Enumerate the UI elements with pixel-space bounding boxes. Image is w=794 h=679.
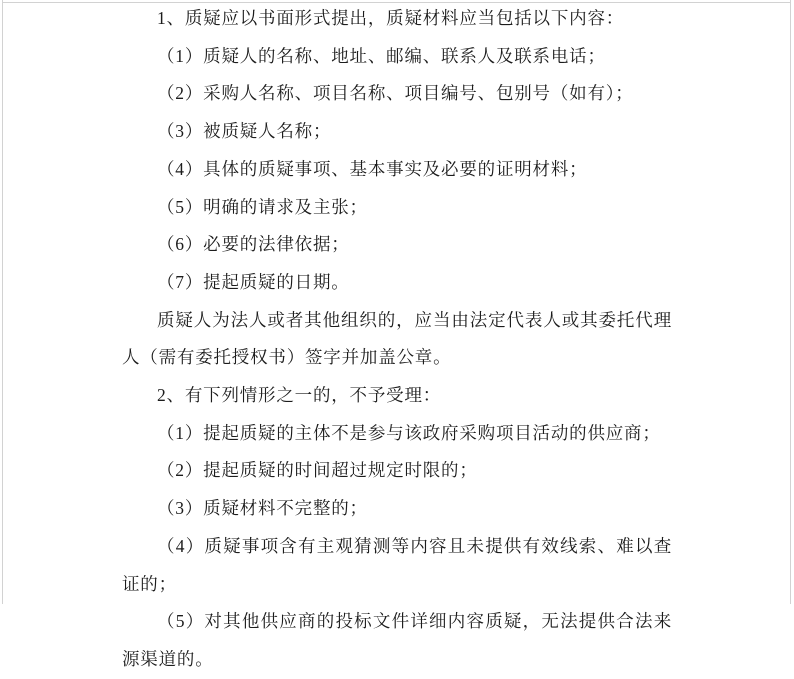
paragraph-item-2-4: （4）质疑事项含有主观猜测等内容且未提供有效线索、难以查证的； <box>122 535 672 594</box>
paragraph-item-1-1: （1）质疑人的名称、地址、邮编、联系人及联系电话； <box>157 45 606 66</box>
paragraph-item-2-1: （1）提起质疑的主体不是参与该政府采购项目活动的供应商； <box>157 422 661 443</box>
paragraph-item-1-2: （2）采购人名称、项目名称、项目编号、包别号（如有）； <box>157 83 634 104</box>
paragraph-item-1-7: （7）提起质疑的日期。 <box>157 271 350 292</box>
paragraph-item-1-3: （3）被质疑人名称； <box>157 121 332 142</box>
paragraph-item-1-4: （4）具体的质疑事项、基本事实及必要的证明材料； <box>157 158 588 179</box>
paragraph-item-2-2: （2）提起质疑的时间超过规定时限的； <box>157 460 478 481</box>
paragraph-clause-1: 1、质疑应以书面形式提出，质疑材料应当包括以下内容： <box>157 8 625 28</box>
document-body <box>122 0 672 679</box>
page-edge-right <box>790 0 791 604</box>
page-edge-left <box>2 0 3 604</box>
paragraph-item-2-3: （3）质疑材料不完整的； <box>157 498 368 519</box>
paragraph-clause-2: 2、有下列情形之一的，不予受理： <box>157 385 442 406</box>
paragraph-item-1-6: （6）必要的法律依据； <box>157 234 350 255</box>
paragraph-legal-person: 质疑人为法人或者其他组织的，应当由法定代表人或其委托代理人（需有委托授权书）签字并加盖公章。 <box>122 309 672 368</box>
paragraph-item-1-5: （5）明确的请求及主张； <box>157 196 368 217</box>
paragraph-item-2-5: （5）对其他供应商的投标文件详细内容质疑，无法提供合法来源渠道的。 <box>122 611 672 669</box>
